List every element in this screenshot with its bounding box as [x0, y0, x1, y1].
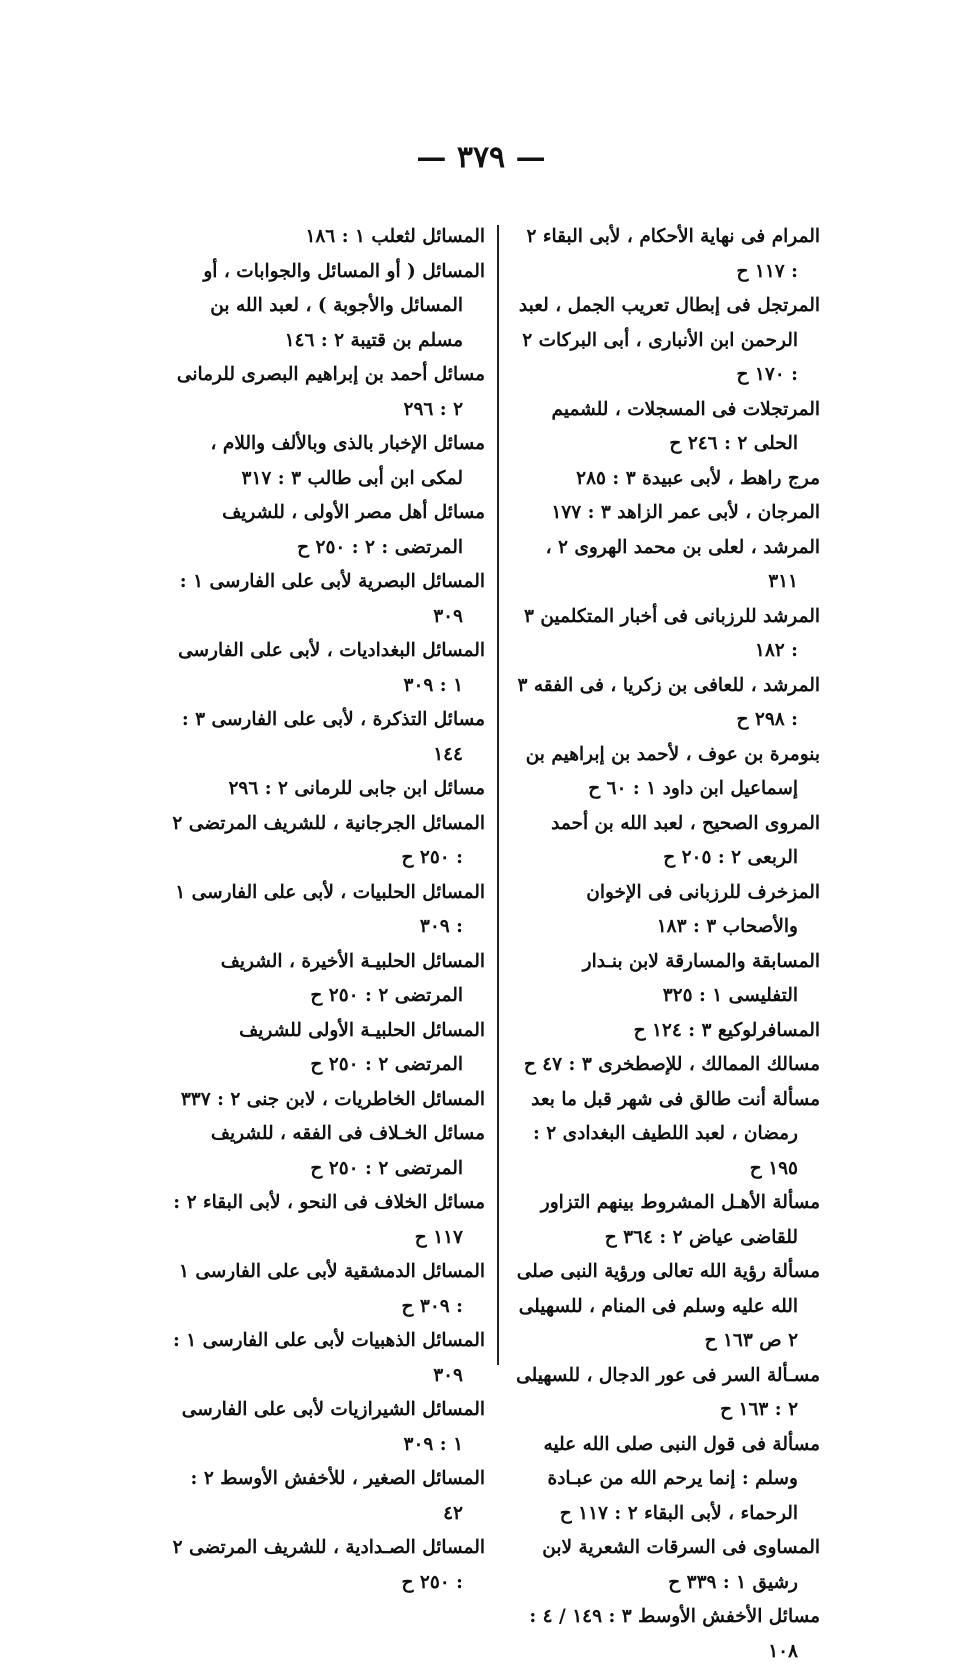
index-entry: مسائل أهل مصر الأولى ، للشريف المرتضى : ٢ : ٢٥٠ ح: [222, 502, 485, 558]
index-entry: مسائل الأخفش الأوسط ٣ : ١٤٩ / ٤ : ١٠٨: [529, 1606, 820, 1662]
index-entry: المسائل الصغير ، للأخفش الأوسط ٢ : ٤٢: [190, 1468, 485, 1524]
page-number: — ٣٧٩ —: [416, 140, 546, 175]
index-entry: المرشد للرزبانى فى أخبار المتكلمين ٣ : ١٨٢: [523, 605, 820, 661]
index-entry: المسائل الحلبيات ، لأبى على الفارسى ١ : ٣٠٩: [175, 881, 485, 937]
index-entry: مسائل الخـلاف فى الفقه ، للشريف المرتضى ٢ : ٢٥٠ ح: [210, 1123, 485, 1179]
index-entry: المسائل الخاطريات ، لابن جنى ٢ : ٣٣٧: [180, 1088, 485, 1110]
index-entry: المسائل الدمشقية لأبى على الفارسى ١ : ٣٠٩ ح: [178, 1261, 485, 1317]
index-entry: مسألة رؤية الله تعالى ورؤية النبى صلى الله عليه وسلم فى المنام ، للسهيلى ٢ ص ١٦٣ ح: [516, 1261, 820, 1351]
index-entry: مسألة أنت طالق فى شهر قبل ما بعد رمضان ، لعبد اللطيف البغدادى ٢ : ١٩٥ ح: [531, 1088, 820, 1179]
index-entry: المسائل الجرجانية ، للشريف المرتضى ٢ : ٢٥٠ ح: [172, 812, 485, 868]
index-entry: المرتجلات فى المسجلات ، للشميم الحلى ٢ : ٢٤٦ ح: [551, 398, 820, 454]
index-entry: المرشد ، للعافى بن زكريا ، فى الفقه ٣ : ٢٩٨ ح: [517, 674, 820, 730]
index-entry: مرج راهط ، لأبى عبيدة ٣ : ٢٨٥: [576, 467, 820, 489]
index-entry: المسائل ( أو المسائل والجوابات ، أو المسائل والأجوبة ) ، لعبد الله بن مسلم بن قتيبة ٢ : ١٤٦: [203, 260, 485, 351]
index-entry: المسائل الحلبيـة الأولى للشريف المرتضى ٢ : ٢٥٠ ح: [239, 1019, 485, 1075]
index-entry: مسـألة السر فى عور الدجال ، للسهيلى ٢ : ١٦٣ ح: [516, 1364, 820, 1420]
index-entry: مسائل أحمد بن إبراهيم البصرى للرمانى ٢ : ٢٩٦: [176, 364, 485, 420]
index-entry: المرتجل فى إبطال تعريب الجمل ، لعبد الرحمن ابن الأنبارى ، أبى البركات ٢ : ١٧٠ ح: [518, 295, 820, 385]
index-entry: المسائل البغداديات ، لأبى على الفارسى ١ : ٣٠٩: [178, 640, 485, 696]
index-entry: المسائل الصـدادية ، للشريف المرتضى ٢ : ٢٥٠ ح: [172, 1537, 485, 1593]
index-entry: المسابقة والمسارقة لابن بنـدار التفليسى ١ : ٣٢٥: [582, 950, 820, 1006]
index-entry: المرشد ، لعلى بن محمد الهروى ٢ ، ٣١١: [545, 536, 820, 592]
index-entry: مسائل الإخبار بالذى وبالألف واللام ، لمكى ابن أبى طالب ٣ : ٣١٧: [210, 433, 485, 489]
index-entry: المساوى فى السرقات الشعرية لابن رشيق ١ : ٣٣٩ ح: [542, 1537, 820, 1593]
index-entry: مسائل التذكرة ، لأبى على الفارسى ٣ : ١٤٤: [181, 709, 485, 765]
index-entry: المرام فى نهاية الأحكام ، لأبى البقاء ٢ : ١١٧ ح: [526, 226, 820, 282]
index-entry: مسألة فى قول النبى صلى الله عليه وسلم : إنما يرحم الله من عبـادة الرحماء ، لأبى البقاء ٢ : ١١٧ ح: [543, 1433, 820, 1524]
index-entry: المزخرف للرزبانى فى الإخوان والأصحاب ٣ : ١٨٣: [586, 881, 820, 937]
index-entry: المرجان ، لأبى عمر الزاهد ٣ : ١٧٧: [551, 502, 820, 523]
index-entry: المسافرلوكيع ٣ : ١٢٤ ح: [633, 1019, 820, 1041]
index-entry: مسالك الممالك ، للإصطخرى ٣ : ٤٧ ح: [523, 1054, 820, 1075]
index-column-left: [170, 220, 485, 1600]
index-entry: المسائل لثعلب ١ : ١٨٦: [305, 226, 485, 247]
index-entry: المسائل الذهبيات لأبى على الفارسى ١ : ٣٠٩: [173, 1330, 485, 1386]
index-entry: المسائل الحلبيـة الأخيرة ، الشريف المرتضى ٢ : ٢٥٠ ح: [220, 950, 485, 1006]
index-entry: بنومرة بن عوف ، لأحمد بن إبراهيم بن إسماعيل ابن داود ١ : ٦٠ ح: [525, 743, 820, 799]
index-entry: المروى الصحيح ، لعبد الله بن أحمد الربعى ٢ : ٢٠٥ ح: [551, 812, 820, 868]
index-entry: المسائل الشيرازيات لأبى على الفارسى ١ : ٣٠٩: [181, 1399, 485, 1455]
index-entry: المسائل البصرية لأبى على الفارسى ١ : ٣٠٩: [179, 571, 485, 627]
index-column-right: [515, 220, 820, 1669]
index-entry: مسائل الخلاف فى النحو ، لأبى البقاء ٢ : ١١٧ ح: [173, 1192, 485, 1248]
index-entry: مسألة الأهـل المشروط بينهم التزاور للقاضى عياض ٢ : ٣٦٤ ح: [540, 1192, 820, 1248]
column-divider: [497, 225, 499, 1365]
index-entry: مسائل ابن جابى للرمانى ٢ : ٢٩٦: [228, 778, 485, 799]
